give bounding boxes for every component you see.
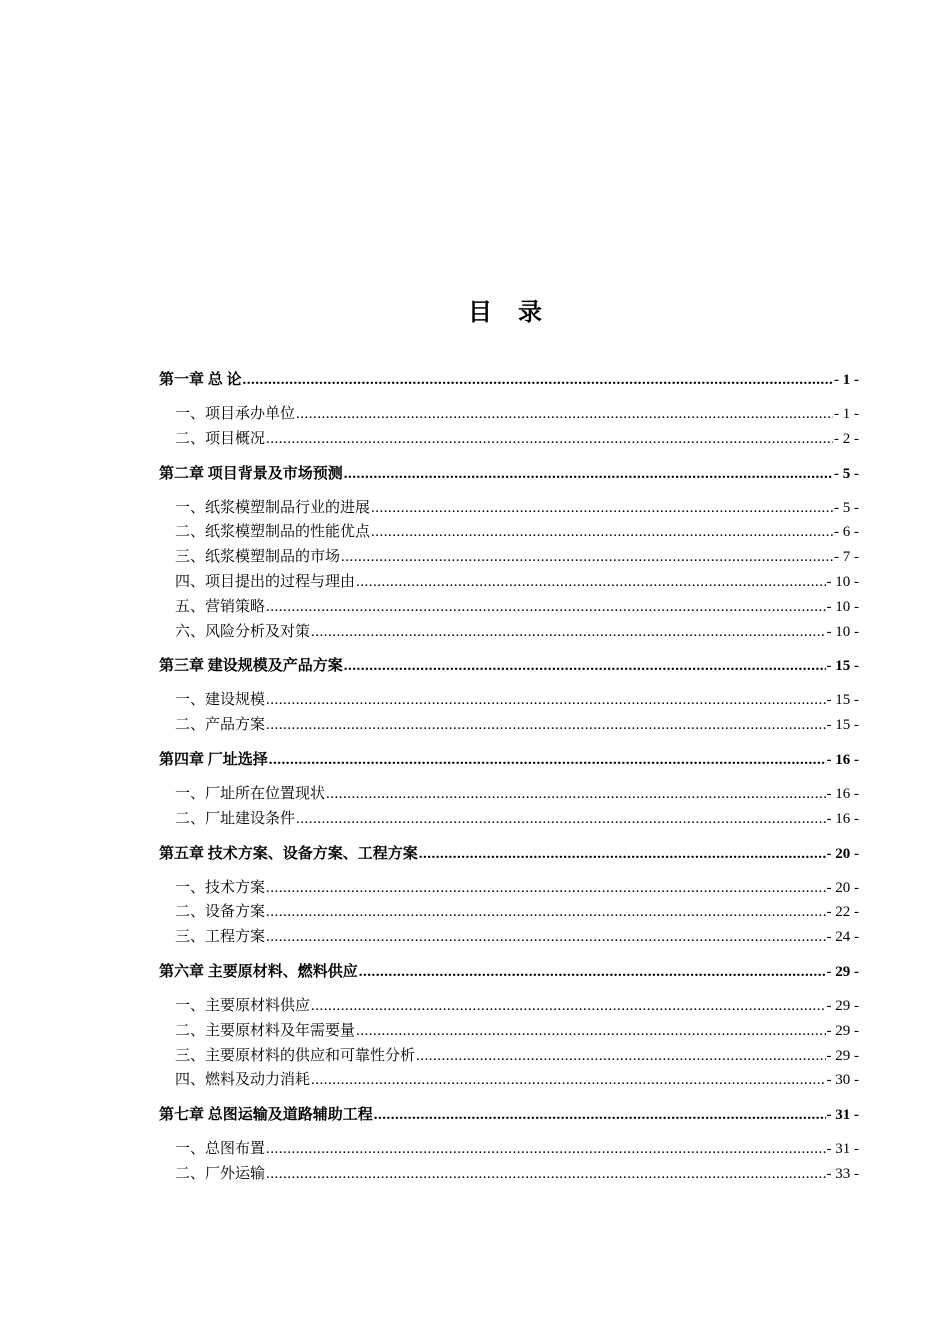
toc-section-list <box>159 782 859 832</box>
toc-section-list <box>159 688 859 738</box>
toc-section-label: 二、纸浆模塑制品的性能优点 <box>175 524 371 541</box>
toc-page-number: - 10 - <box>826 623 859 640</box>
toc-chapter-entry[interactable] <box>159 748 859 772</box>
toc-chapter-label: 第五章 技术方案、设备方案、工程方案 <box>159 845 418 862</box>
toc-leader-dots <box>371 524 833 541</box>
toc-leader-dots <box>266 692 825 709</box>
toc-page-number: - 2 - <box>834 430 859 447</box>
toc-section-entry[interactable] <box>159 496 859 521</box>
toc-section-entry[interactable] <box>159 1044 859 1069</box>
table-of-contents <box>159 368 859 1187</box>
toc-section-entry[interactable] <box>159 402 859 427</box>
toc-page-number: - 10 - <box>826 573 859 590</box>
toc-section-label: 一、建设规模 <box>175 692 266 709</box>
toc-leader-dots <box>344 466 833 483</box>
toc-page-number: - 16 - <box>826 810 859 827</box>
toc-chapter-label: 第四章 厂址选择 <box>159 751 268 768</box>
toc-chapter-label: 第二章 项目背景及市场预测 <box>159 465 343 482</box>
toc-section-label: 一、厂址所在位置现状 <box>175 785 326 802</box>
toc-leader-dots <box>359 964 826 981</box>
toc-page-number: - 20 - <box>826 879 859 896</box>
toc-section-entry[interactable] <box>159 545 859 570</box>
toc-page-number: - 5 - <box>834 465 859 482</box>
toc-section-entry[interactable] <box>159 900 859 925</box>
toc-page-number: - 22 - <box>826 904 859 921</box>
toc-section-label: 六、风险分析及对策 <box>175 623 311 640</box>
toc-page-number: - 1 - <box>834 372 859 388</box>
toc-leader-dots <box>371 500 833 517</box>
toc-section-entry[interactable] <box>159 782 859 807</box>
toc-section-entry[interactable] <box>159 1162 859 1187</box>
toc-page-number: - 20 - <box>826 845 859 862</box>
toc-section-entry[interactable] <box>159 570 859 595</box>
toc-section-entry[interactable] <box>159 876 859 901</box>
toc-leader-dots <box>266 904 825 921</box>
toc-leader-dots <box>269 752 826 769</box>
toc-page-number: - 15 - <box>826 658 859 675</box>
toc-section-list <box>159 876 859 950</box>
toc-section-label: 一、项目承办单位 <box>175 406 296 422</box>
toc-page-number: - 29 - <box>826 963 859 980</box>
toc-leader-dots <box>311 1072 825 1089</box>
toc-section-label: 四、燃料及动力消耗 <box>175 1072 311 1089</box>
toc-chapter-label: 第一章 总 论 <box>159 372 242 388</box>
toc-leader-dots <box>266 929 825 946</box>
toc-chapter-label: 第七章 总图运输及道路辅助工程 <box>159 1107 373 1124</box>
toc-page-number: - 31 - <box>826 1141 859 1158</box>
toc-leader-dots <box>296 811 825 828</box>
toc-leader-dots <box>266 1141 825 1158</box>
toc-section-label: 三、主要原材料的供应和可靠性分析 <box>175 1047 416 1064</box>
toc-page-number: - 15 - <box>826 692 859 709</box>
toc-page-number: - 1 - <box>834 406 859 422</box>
toc-leader-dots <box>311 998 825 1015</box>
toc-leader-dots <box>266 717 825 734</box>
page-title: 目 录 <box>468 300 552 326</box>
toc-section-label: 二、项目概况 <box>175 430 266 447</box>
toc-leader-dots <box>296 406 833 423</box>
toc-leader-dots <box>344 658 826 675</box>
toc-page-number: - 6 - <box>834 524 859 541</box>
toc-chapter-label: 第三章 建设规模及产品方案 <box>159 658 343 675</box>
toc-section-label: 一、技术方案 <box>175 879 266 896</box>
toc-section-label: 三、纸浆模塑制品的市场 <box>175 549 341 566</box>
toc-leader-dots <box>266 880 825 897</box>
toc-section-entry[interactable] <box>159 427 859 452</box>
toc-section-list <box>159 994 859 1093</box>
toc-chapter-entry[interactable] <box>159 462 859 486</box>
toc-leader-dots <box>419 846 826 863</box>
toc-section-label: 二、厂址建设条件 <box>175 810 296 827</box>
toc-chapter-entry[interactable] <box>159 960 859 984</box>
toc-leader-dots <box>266 599 825 616</box>
toc-section-entry[interactable] <box>159 1019 859 1044</box>
toc-section-label: 二、主要原材料及年需要量 <box>175 1022 356 1039</box>
toc-page-number: - 7 - <box>834 549 859 566</box>
toc-page-number: - 30 - <box>826 1072 859 1089</box>
toc-page-number: - 33 - <box>826 1165 859 1182</box>
toc-page-number: - 24 - <box>826 929 859 946</box>
toc-section-label: 五、营销策略 <box>175 598 266 615</box>
toc-section-label: 三、工程方案 <box>175 929 266 946</box>
toc-page-number: - 16 - <box>826 751 859 768</box>
toc-section-entry[interactable] <box>159 520 859 545</box>
toc-section-entry[interactable] <box>159 620 859 645</box>
toc-chapter-label: 第六章 主要原材料、燃料供应 <box>159 963 358 980</box>
toc-page-number: - 29 - <box>826 1022 859 1039</box>
toc-section-entry[interactable] <box>159 713 859 738</box>
toc-leader-dots <box>374 1107 826 1124</box>
toc-leader-dots <box>266 431 833 448</box>
toc-chapter-entry[interactable] <box>159 654 859 678</box>
toc-page-number: - 31 - <box>826 1107 859 1124</box>
toc-section-label: 一、总图布置 <box>175 1141 266 1158</box>
toc-leader-dots <box>266 1166 825 1183</box>
toc-section-label: 二、产品方案 <box>175 717 266 734</box>
toc-section-entry[interactable] <box>159 1068 859 1093</box>
toc-page-number: - 5 - <box>834 499 859 516</box>
toc-section-entry[interactable] <box>159 595 859 620</box>
toc-section-list <box>159 496 859 645</box>
toc-leader-dots <box>311 624 825 641</box>
toc-leader-dots <box>356 574 825 591</box>
toc-section-label: 一、纸浆模塑制品行业的进展 <box>175 499 371 516</box>
toc-section-label: 二、厂外运输 <box>175 1165 266 1182</box>
toc-page-number: - 10 - <box>826 598 859 615</box>
toc-chapter-entry[interactable] <box>159 842 859 866</box>
toc-section-list <box>159 402 859 452</box>
toc-leader-dots <box>356 1023 825 1040</box>
toc-page-number: - 16 - <box>826 785 859 802</box>
toc-leader-dots <box>341 549 833 566</box>
toc-chapter-entry[interactable] <box>159 1103 859 1127</box>
toc-chapter-entry[interactable] <box>159 368 859 392</box>
toc-leader-dots <box>243 372 833 389</box>
toc-section-entry[interactable] <box>159 925 859 950</box>
toc-page-number: - 29 - <box>826 1047 859 1064</box>
toc-leader-dots <box>416 1048 825 1065</box>
toc-section-entry[interactable] <box>159 807 859 832</box>
toc-leader-dots <box>326 786 825 803</box>
toc-page-number: - 15 - <box>826 717 859 734</box>
toc-section-list <box>159 1137 859 1187</box>
toc-section-label: 二、设备方案 <box>175 904 266 921</box>
toc-page-number: - 29 - <box>826 997 859 1014</box>
toc-section-entry[interactable] <box>159 688 859 713</box>
toc-section-label: 四、项目提出的过程与理由 <box>175 573 356 590</box>
toc-section-entry[interactable] <box>159 994 859 1019</box>
toc-section-entry[interactable] <box>159 1137 859 1162</box>
toc-section-label: 一、主要原材料供应 <box>175 997 311 1014</box>
